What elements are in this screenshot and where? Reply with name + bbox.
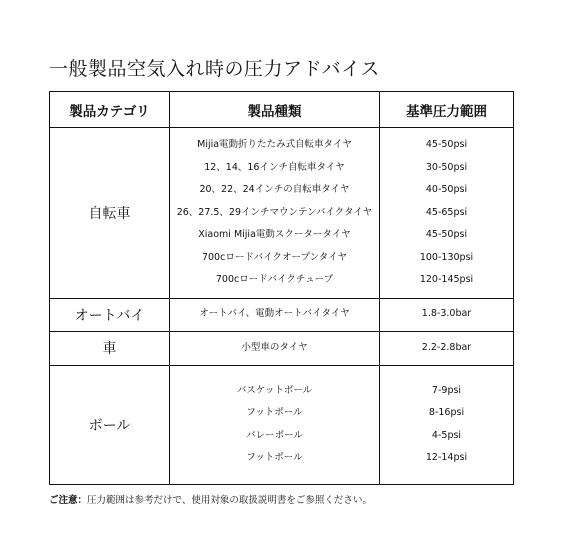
pressure-value: 12-14psi <box>425 452 468 463</box>
product-item: 20、22、24インチの自転車タイヤ <box>199 184 350 195</box>
pressure-value: 45-65psi <box>425 206 468 218</box>
category-car: 車 <box>50 331 170 365</box>
footnote <box>49 492 372 506</box>
product-item: バレーボール <box>246 429 303 441</box>
pressure-value: 45-50psi <box>425 139 468 150</box>
table-row-balls <box>50 365 514 484</box>
product-item: 700cロードバイクチューブ <box>215 274 334 285</box>
category-bicycle: 自転車 <box>50 128 170 299</box>
table-row-motorcycle <box>50 298 514 331</box>
pressure-list-car <box>380 331 514 365</box>
pressure-value: 1.8-3.0bar <box>421 308 472 320</box>
product-item: フットボール <box>246 452 303 463</box>
pressure-value: 8-16psi <box>428 407 465 418</box>
product-item: 小型車のタイヤ <box>241 341 308 353</box>
product-item: オートバイ、電動オートバイタイヤ <box>199 308 350 320</box>
pressure-value: 30-50psi <box>425 161 468 173</box>
page-title: 一般製品空気入れ時の圧力アドバイス <box>49 58 380 80</box>
product-list-bicycle <box>170 128 380 299</box>
category-motorcycle: オートバイ <box>50 298 170 331</box>
product-list-balls <box>170 365 380 484</box>
pressure-list-bicycle <box>380 128 514 299</box>
pressure-value: 45-50psi <box>425 229 468 240</box>
category-balls: ボール <box>50 365 170 484</box>
pressure-value: 2.2-2.8bar <box>421 341 472 353</box>
pressure-value: 40-50psi <box>425 184 468 195</box>
table-header-row <box>50 92 514 128</box>
header-product-type: 製品種類 <box>170 92 380 128</box>
product-item: 12、14、16インチ自転車タイヤ <box>204 161 345 173</box>
pressure-table <box>49 91 514 485</box>
product-item: Mijia電動折りたたみ式自転車タイヤ <box>197 139 352 150</box>
pressure-value: 4-5psi <box>431 429 462 441</box>
product-list-car <box>170 331 380 365</box>
footnote-label: ご注意： <box>49 495 88 506</box>
table-row-car <box>50 331 514 365</box>
product-list-motorcycle <box>170 298 380 331</box>
product-item: 26、27.5、29インチマウンテンバイクタイヤ <box>176 206 373 218</box>
product-item: Xiaomi Mijia電動スクータータイヤ <box>198 229 351 240</box>
pressure-value: 120-145psi <box>419 274 474 285</box>
header-pressure-range: 基準圧力範囲 <box>380 92 514 128</box>
product-item: フットボール <box>246 407 303 418</box>
footnote-text: 圧力範囲は参考だけで、使用対象の取扱説明書をご参照ください。 <box>87 495 372 506</box>
product-item: バスケットボール <box>236 384 313 396</box>
pressure-list-motorcycle <box>380 298 514 331</box>
header-category: 製品カテゴリ <box>50 92 170 128</box>
pressure-value: 100-130psi <box>419 251 474 263</box>
table-row-bicycle <box>50 128 514 299</box>
pressure-value: 7-9psi <box>431 384 462 396</box>
pressure-list-balls <box>380 365 514 484</box>
product-item: 700cロードバイクオープンタイヤ <box>201 251 348 263</box>
